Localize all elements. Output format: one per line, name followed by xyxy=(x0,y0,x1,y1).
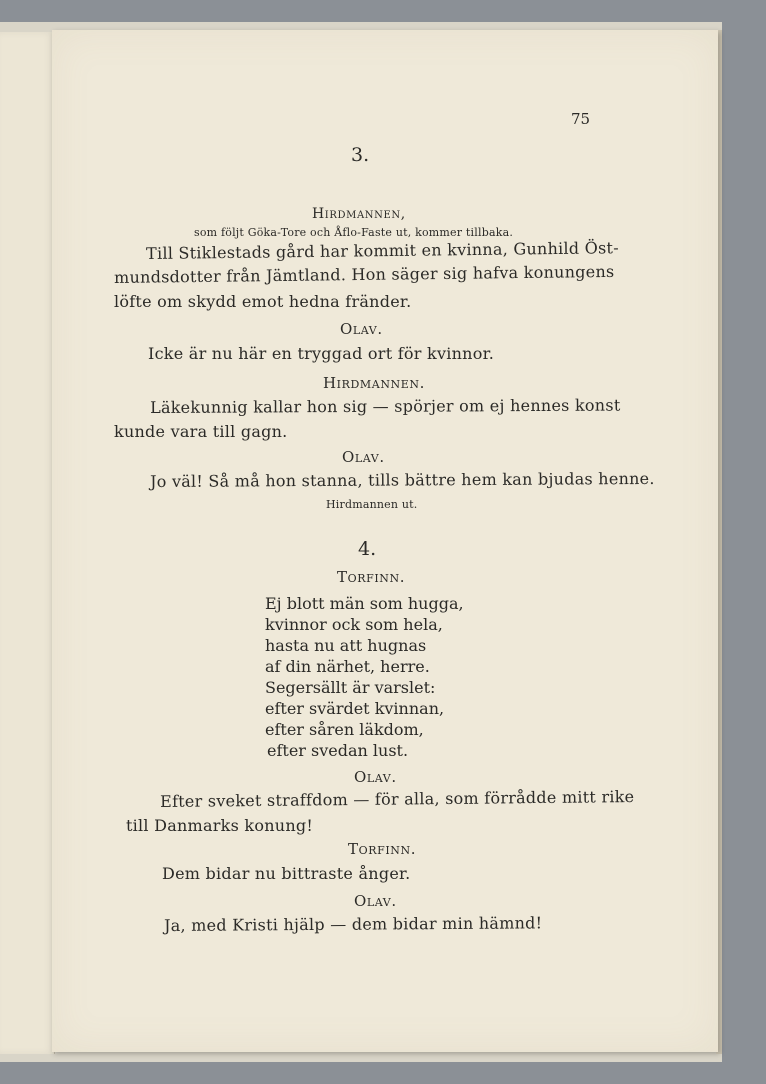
speech-line: kunde vara till gagn. xyxy=(114,422,288,441)
speech-line: mundsdotter från Jämtland. Hon säger sig hafva konungens xyxy=(114,261,615,287)
left-page-edge xyxy=(0,32,55,1054)
speech-line: löfte om skydd emot hedna fränder. xyxy=(114,292,412,311)
verse-line: af din närhet, herre. xyxy=(265,657,430,676)
verse-line: Segersällt är varslet: xyxy=(265,678,436,697)
speaker-olav: Olav. xyxy=(354,892,397,910)
speech-line: Ja, med Kristi hjälp — dem bidar min hämnd! xyxy=(164,913,543,935)
speaker-torfinn: Torfinn. xyxy=(348,840,417,858)
speech-line: Jo väl! Så må hon stanna, tills bättre hem kan bjudas henne. xyxy=(150,468,655,491)
speaker-olav: Olav. xyxy=(340,320,383,338)
speech-line: Efter sveket straffdom — för alla, som förrådde mitt rike xyxy=(160,787,635,811)
verse-line: efter svedan lust. xyxy=(267,741,409,760)
verse-line: efter såren läkdom, xyxy=(265,720,424,739)
verse-line: hasta nu att hugnas xyxy=(265,636,427,655)
page-number: 75 xyxy=(571,110,591,128)
speech-line: till Danmarks konung! xyxy=(126,816,314,835)
verse-line: kvinnor ock som hela, xyxy=(265,615,443,634)
speaker-olav: Olav. xyxy=(354,768,397,786)
scene-3-number: 3. xyxy=(351,144,370,166)
speech-line: Dem bidar nu bittraste ånger. xyxy=(162,864,411,883)
speech-line: Till Stiklestads gård har kommit en kvinna, Gunhild Öst- xyxy=(146,238,619,263)
verse-line: efter svärdet kvinnan, xyxy=(265,699,445,718)
speaker-hirdmannen: Hirdmannen. xyxy=(323,374,426,392)
speaker-olav: Olav. xyxy=(342,448,385,466)
book-page xyxy=(52,30,718,1052)
scene-4-number: 4. xyxy=(358,538,377,560)
speech-line: Läkekunnig kallar hon sig — spörjer om ej hennes konst xyxy=(150,395,621,417)
stage-direction: som följt Göka-Tore och Åflo-Faste ut, kommer tillbaka. xyxy=(194,226,514,239)
verse-line: Ej blott män som hugga, xyxy=(265,594,464,613)
exit-direction: Hirdmannen ut. xyxy=(326,498,418,511)
speech-line: Icke är nu här en tryggad ort för kvinnor. xyxy=(148,344,495,363)
speaker-hirdmannen: Hirdmannen, xyxy=(312,206,406,222)
speaker-torfinn: Torfinn. xyxy=(337,568,406,586)
